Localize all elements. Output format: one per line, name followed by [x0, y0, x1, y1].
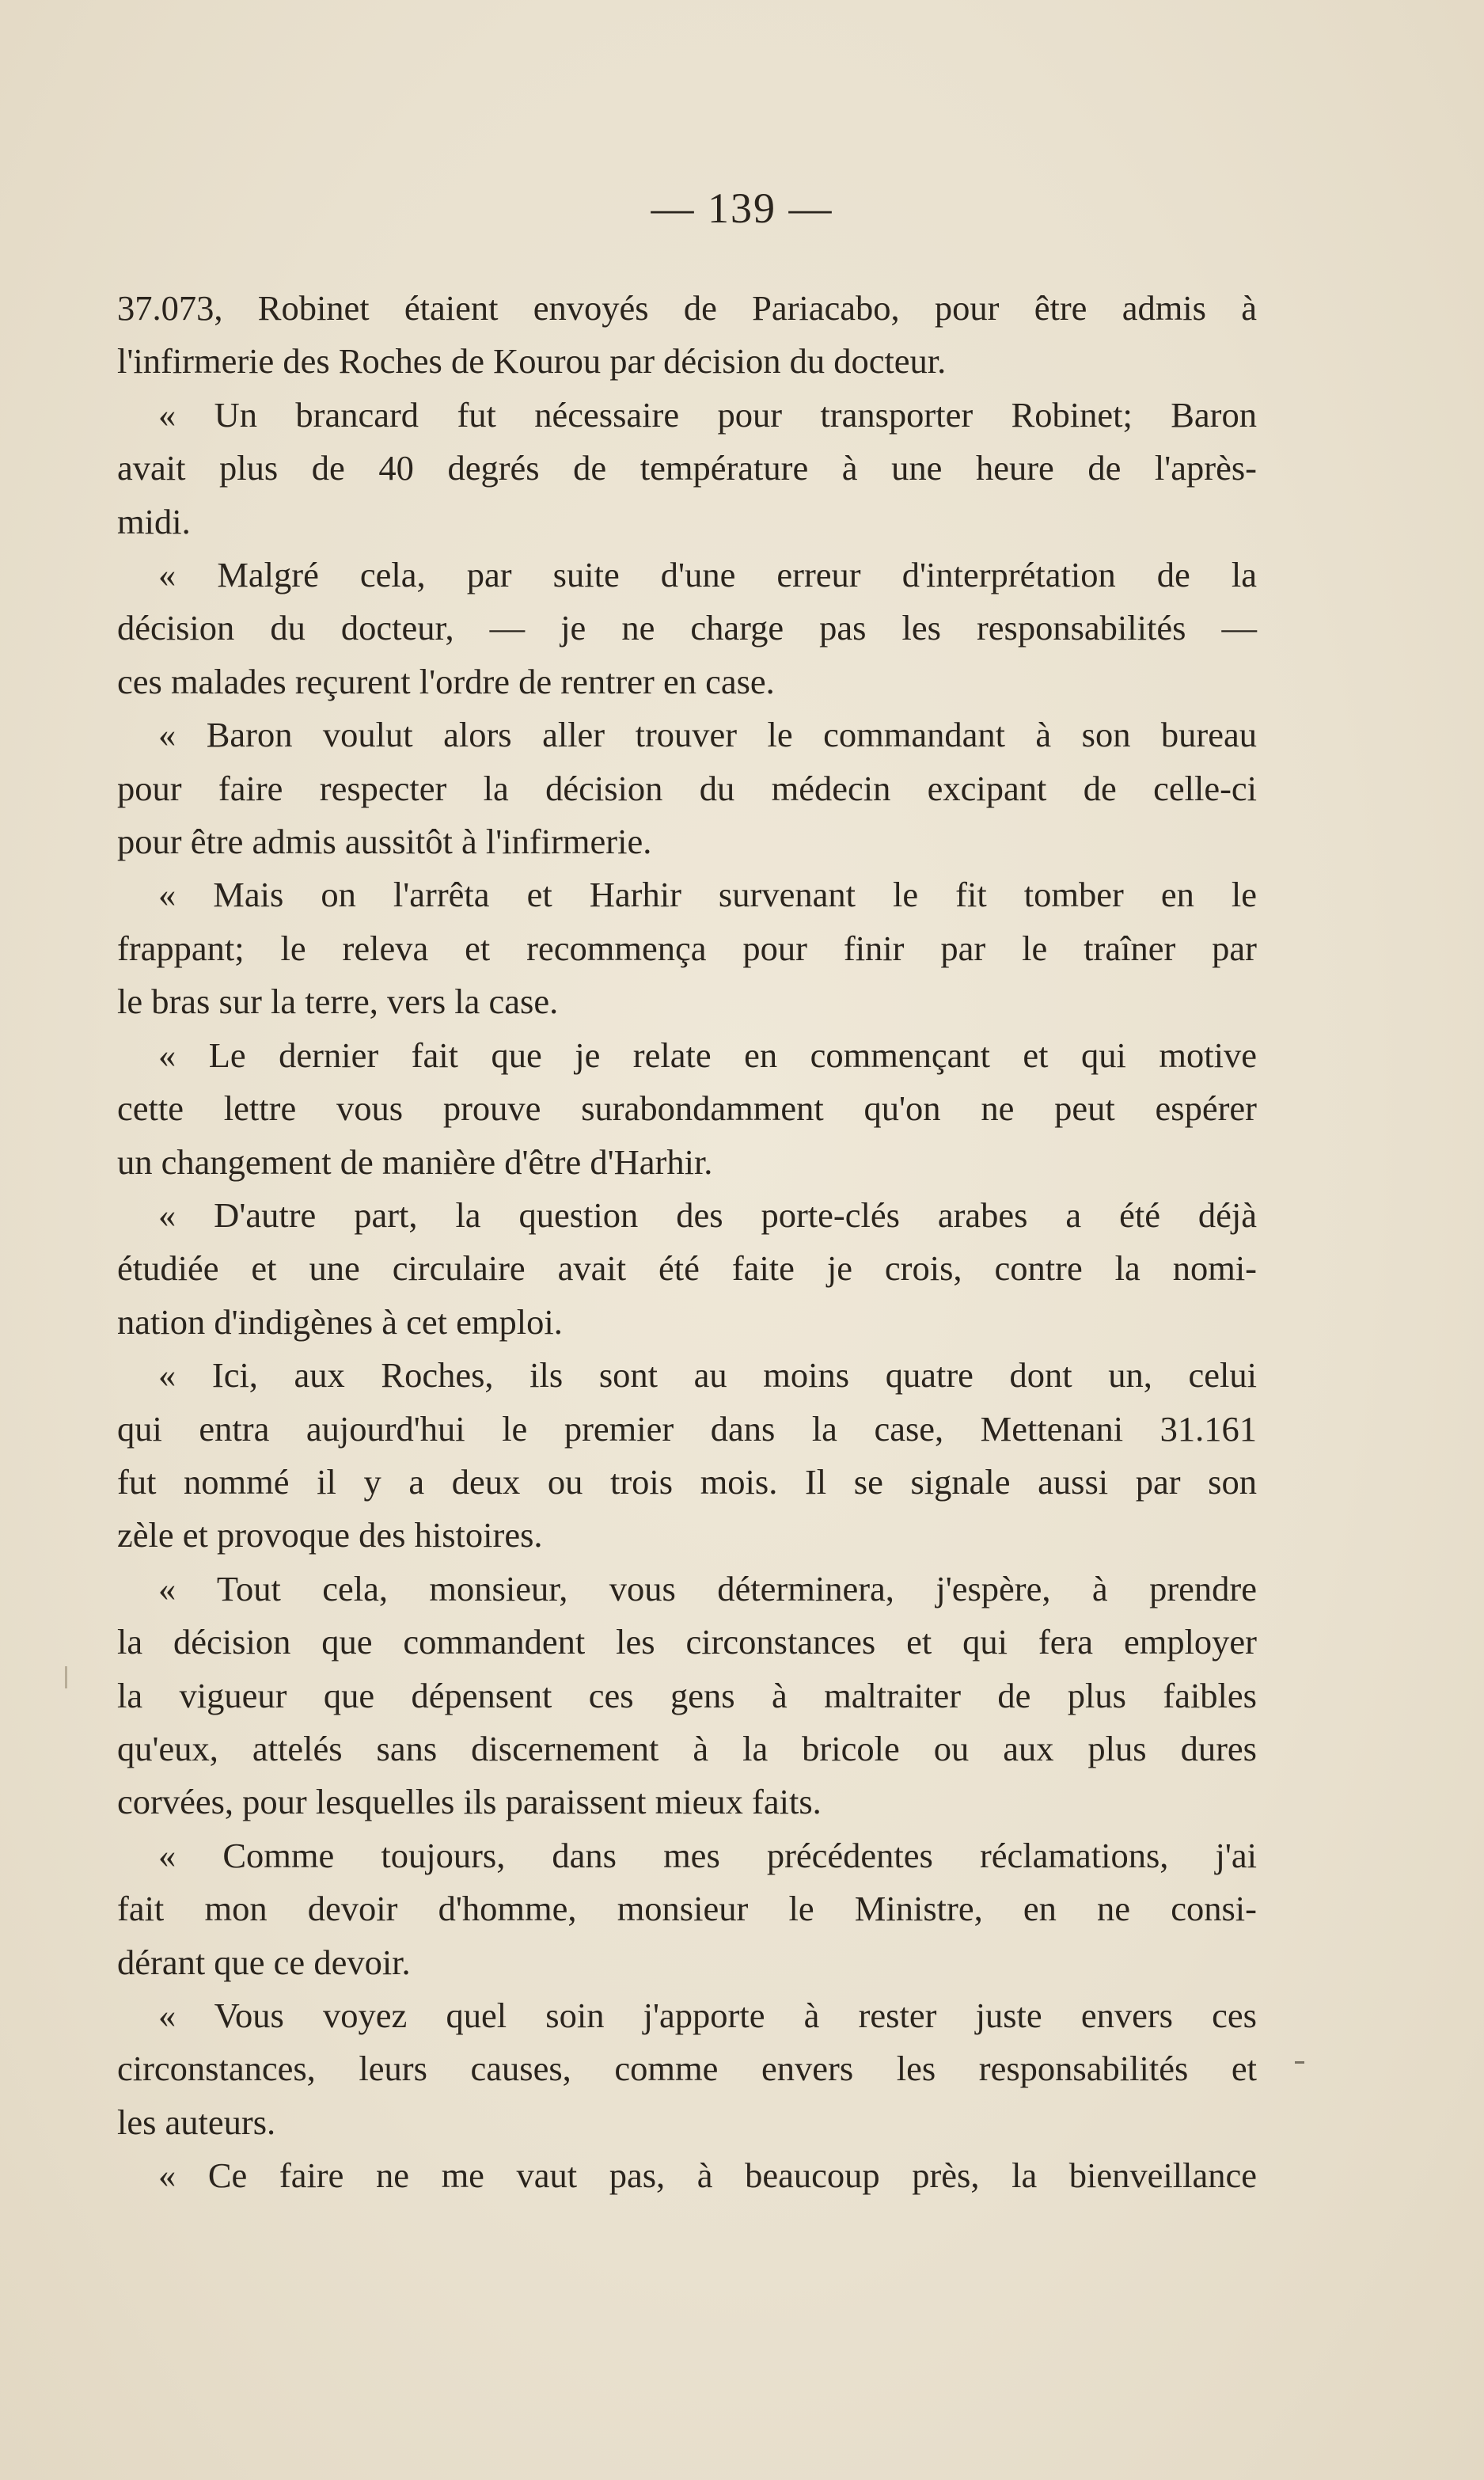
text-line: l'infirmerie des Roches de Kourou par décision du docteur.: [117, 341, 947, 382]
text-line: un changement de manière d'être d'Harhir.: [117, 1141, 713, 1182]
text-line: « Vous voyez quel soin j'apporte à rester juste envers ces: [158, 1996, 1257, 2035]
text-line: « Ce faire ne me vaut pas, à beaucoup près, la bienveillance: [158, 2155, 1257, 2196]
text-line: frappant; le releva et recommença pour finir par le traîner par: [117, 928, 1257, 968]
text-line: étudiée et une circulaire avait été faite je crois, contre la nomi-: [117, 1248, 1257, 1289]
page-number: — 139 —: [651, 184, 833, 232]
text-line: avait plus de 40 degrés de température à une heure de l'après-: [117, 448, 1257, 488]
text-line: zèle et provoque des histoires.: [117, 1515, 543, 1555]
body-text: [117, 282, 1257, 2203]
text-line: la décision que commandent les circonstances et qui fera employer: [117, 1622, 1257, 1662]
text-line: « Comme toujours, dans mes précédentes réclamations, j'ai: [158, 1835, 1257, 1875]
margin-dash-mark: [1295, 2061, 1304, 2064]
margin-pencil-mark: [65, 1666, 67, 1688]
text-line: cette lettre vous prouve surabondamment qu'on ne peut espérer: [117, 1088, 1257, 1129]
text-line: ces malades reçurent l'ordre de rentrer en case.: [117, 661, 775, 701]
text-line: fait mon devoir d'homme, monsieur le Ministre, en ne consi-: [117, 1889, 1257, 1929]
text-line: pour être admis aussitôt à l'infirmerie.: [117, 822, 652, 862]
text-line: midi.: [117, 501, 191, 541]
text-line: fut nommé il y a deux ou trois mois. Il se signale aussi par son: [117, 1461, 1257, 1502]
text-line: dérant que ce devoir.: [117, 1942, 411, 1982]
text-line: « Tout cela, monsieur, vous déterminera, j'espère, à prendre: [158, 1568, 1257, 1608]
text-line: décision du docteur, — je ne charge pas les responsabilités —: [117, 608, 1257, 648]
text-line: circonstances, leurs causes, comme envers les responsabilités et: [117, 2049, 1257, 2089]
text-line: « Le dernier fait que je relate en commençant et qui motive: [158, 1035, 1257, 1075]
text-line: qu'eux, attelés sans discernement à la bricole ou aux plus dures: [117, 1728, 1257, 1768]
text-line: « Un brancard fut nécessaire pour transporter Robinet; Baron: [158, 394, 1257, 435]
text-line: « Mais on l'arrêta et Harhir survenant le fit tomber en le: [158, 875, 1257, 915]
text-line: qui entra aujourd'hui le premier dans la case, Mettenani 31.161: [117, 1408, 1257, 1449]
text-line: la vigueur que dépensent ces gens à maltraiter de plus faibles: [117, 1675, 1257, 1715]
text-line: corvées, pour lesquelles ils paraissent mieux faits.: [117, 1782, 822, 1822]
text-line: 37.073, Robinet étaient envoyés de Pariacabo, pour être admis à: [117, 288, 1257, 328]
text-line: le bras sur la terre, vers la case.: [117, 982, 559, 1022]
text-line: « Ici, aux Roches, ils sont au moins quatre dont un, celui: [158, 1355, 1257, 1396]
text-line: « Malgré cela, par suite d'une erreur d'interprétation de la: [158, 555, 1257, 595]
text-line: « D'autre part, la question des porte-clés arabes a été déjà: [158, 1194, 1257, 1235]
text-line: les auteurs.: [117, 2102, 276, 2142]
text-line: « Baron voulut alors aller trouver le commandant à son bureau: [158, 715, 1257, 755]
text-line: nation d'indigènes à cet emploi.: [117, 1301, 563, 1342]
text-line: pour faire respecter la décision du médecin excipant de celle-ci: [117, 768, 1257, 808]
